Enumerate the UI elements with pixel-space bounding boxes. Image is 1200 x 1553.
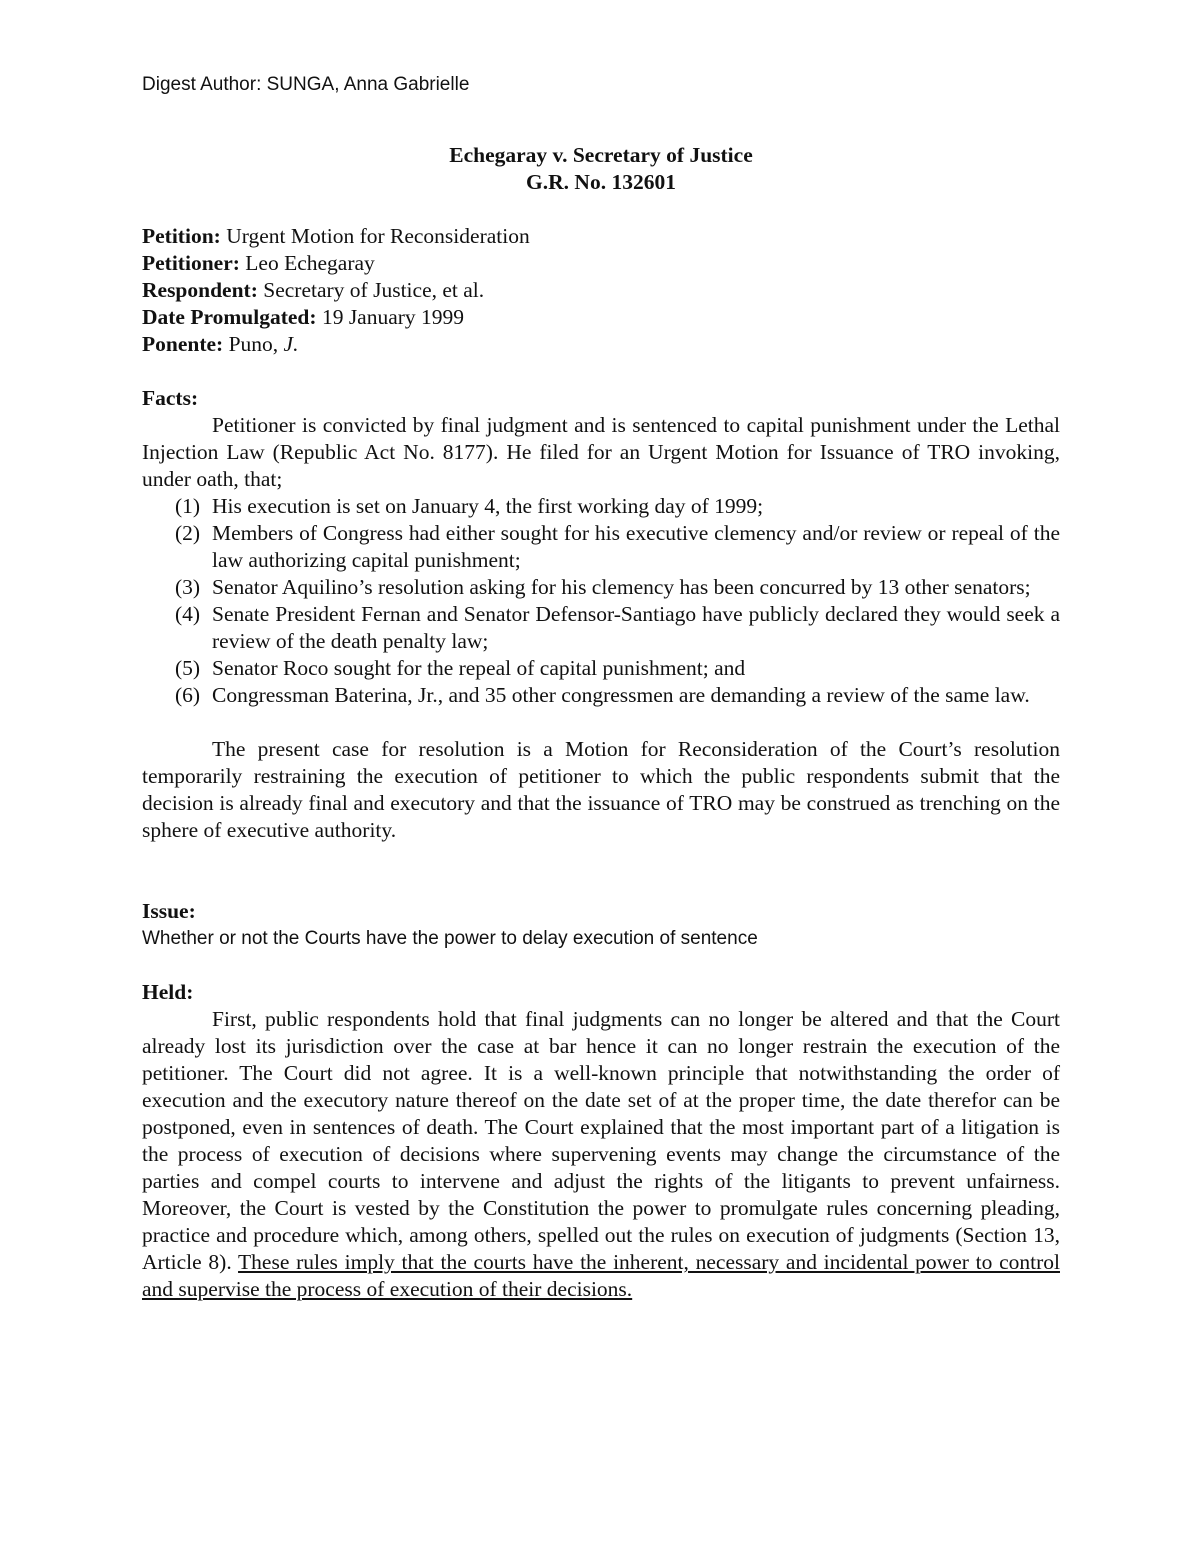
list-item-number: (1) [175,494,201,518]
list-item [142,601,1060,655]
list-item [142,574,1060,601]
case-number: G.R. No. 132601 [526,170,676,194]
petition-label: Petition: [142,224,221,248]
petition-row [142,223,1060,250]
issue-heading: Issue: [142,899,196,923]
date-promulgated-row [142,304,1060,331]
list-item [142,493,1060,520]
facts-intro-paragraph: Petitioner is convicted by final judgment and is sentenced to capital punishment under the Lethal Injection Law (Republic Act No. 8177). He filed for an Urgent Motion for Issuance of TRO invoking, under oath, that; [142,413,1060,491]
respondent-label: Respondent: [142,278,258,302]
ponente-label: Ponente: [142,332,224,356]
resolution-paragraph: The present case for resolution is a Motion for Reconsideration of the Court’s resolution temporarily restraining the execution of petitioner to which the public respondents submit that the decision is already final and executory and that the issuance of TRO may be construed as trenching on the sphere of executive authority. [142,737,1060,842]
issue-text: Whether or not the Courts have the power to delay execution of sentence [142,928,758,949]
list-item-number: (5) [175,656,201,680]
list-item-text: His execution is set on January 4, the first working day of 1999; [212,494,764,518]
held-text: First, public respondents hold that final judgments can no longer be altered and that the Court already lost its jurisdiction over the case at bar hence it can no longer restrain the execution of the petitioner. The Court did not agree. It is a well-known principle that notwithstanding the order of execution and the executory nature thereof on the date set of at the proper time, the date therefor can be postponed, even in sentences of death. The Court explained that the most important part of a litigation is the process of execution of decisions where supervening events may change the circumstance of the parties and compel courts to intervene and adjust the rights of the litigants to prevent unfairness. Moreover, the Court is vested by the Constitution the power to promulgate rules concerning pleading, practice and procedure which, among others, spelled out the rules on execution of judgments (Section 13, Article 8). [142,1007,1060,1274]
list-item-text: Members of Congress had either sought for his executive clemency and/or review or repeal of the law authorizing capital punishment; [212,521,1060,572]
list-item-text: Senator Aquilino’s resolution asking for his clemency has been concurred by 13 other senators; [212,575,1031,599]
ponente-value: Puno, [223,332,284,356]
digest-author-line: Digest Author: SUNGA, Anna Gabrielle [142,74,470,95]
held-underlined-text: These rules imply that the courts have the inherent, necessary and incidental power to control and supervise the process of execution of their decisions. [142,1250,1060,1301]
date-promulgated-value: 19 January 1999 [316,305,465,329]
petitioner-row [142,250,1060,277]
respondent-row [142,277,1060,304]
case-title-block [142,142,1060,196]
list-item [142,682,1060,709]
held-paragraph [142,1006,1060,1303]
case-metadata [142,223,1060,358]
list-item [142,520,1060,574]
ponente-suffix: J. [283,332,299,356]
list-item-number: (6) [175,683,201,707]
list-item-number: (4) [175,602,201,626]
respondent-value: Secretary of Justice, et al. [257,278,485,302]
ponente-row [142,331,1060,358]
list-item-text: Senate President Fernan and Senator Defensor-Santiago have publicly declared they would seek a review of the death penalty law; [212,602,1060,653]
list-item-number: (2) [175,521,201,545]
list-item-number: (3) [175,575,201,599]
list-item [142,655,1060,682]
date-promulgated-label: Date Promulgated: [142,305,317,329]
list-item-text: Congressman Baterina, Jr., and 35 other congressmen are demanding a review of the same law. [212,683,1030,707]
petition-value: Urgent Motion for Reconsideration [220,224,530,248]
facts-list [142,493,1060,709]
petitioner-label: Petitioner: [142,251,240,275]
case-title: Echegaray v. Secretary of Justice [449,143,753,167]
document-body [142,142,1060,1303]
petitioner-value: Leo Echegaray [239,251,375,275]
list-item-text: Senator Roco sought for the repeal of capital punishment; and [212,656,746,680]
facts-heading: Facts: [142,386,199,410]
held-heading: Held: [142,980,194,1004]
